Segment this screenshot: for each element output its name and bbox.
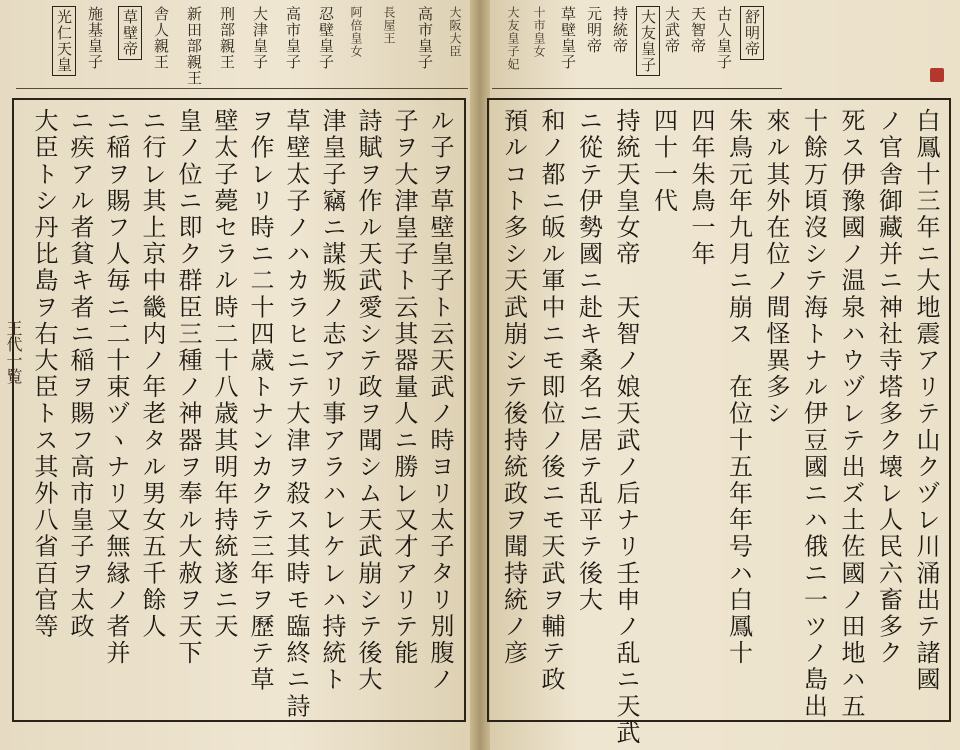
- right-genealogy-name: 舒明帝: [740, 6, 764, 60]
- left-text-column: 子ヲ大津皇子ト云其器量人ニ勝レ又才アリテ能: [390, 108, 418, 667]
- red-seal-stamp: [930, 68, 944, 82]
- left-text-column: 草壁太子ノハカラヒニテ大津ヲ殺ス其時モ臨終ニ詩: [282, 108, 310, 720]
- right-text-column: ノ官舎御藏并ニ神社寺塔多ク壊レ人民六畜多ク: [874, 108, 903, 667]
- left-genealogy-name: 阿倍皇女: [349, 6, 363, 58]
- right-text-column: 預ルコト多シ天武崩シテ後持統政ヲ聞持統ノ彦: [499, 108, 528, 667]
- left-text-column: 皇ノ位ニ即ク群臣三種ノ神器ヲ奉ル大赦ヲ天下: [174, 108, 202, 667]
- right-text-column: 來ル其外在位ノ間怪異多シ: [762, 108, 790, 428]
- right-genealogy-name: 大友皇子妃: [506, 6, 520, 71]
- right-text-column: 十餘万頃沒シテ海トナル伊豆國ニハ俄ニ一ツノ島出: [799, 108, 828, 720]
- left-text-column: 大臣トシ丹比島ヲ右大臣トス其外八省百官等: [30, 108, 58, 640]
- right-text-column: 四年朱鳥一年: [687, 108, 715, 268]
- left-text-column: 津皇子竊ニ謀叛ノ志アリ事アラハレケレハ持統ト: [318, 108, 346, 694]
- left-text-column: 詩賦ヲ作ル天武愛シテ政ヲ聞シム天武崩シテ後大: [354, 108, 382, 694]
- left-text-column: 壁太子薨セラル時二十八歳其明年持統遂ニ天: [210, 108, 238, 640]
- right-text-column: 四十一代: [649, 108, 678, 215]
- right-genealogy-name: 大武帝: [663, 6, 681, 54]
- left-text-column: ル子ヲ草壁皇子ト云天武ノ時ヨリ太子タリ別腹ノ: [426, 108, 454, 694]
- right-genealogy-name: 天智帝: [689, 6, 707, 54]
- left-genealogy-name: 光仁天皇: [52, 6, 76, 76]
- left-genealogy-name: 高市皇子: [416, 6, 434, 70]
- right-genealogy-name: 古人皇子: [715, 6, 733, 70]
- left-genealogy-chart: [16, 4, 468, 89]
- left-genealogy-name: 刑部親王: [218, 6, 236, 70]
- right-text-column: ニ從テ伊勢國ニ赴キ桑名ニ居テ乱平テ後大: [574, 108, 603, 614]
- left-text-column: ニ疾アル者貧キ者ニ稲ヲ賜フ高市皇子ヲ太政: [66, 108, 94, 640]
- right-genealogy-name: 元明帝: [585, 6, 603, 54]
- left-genealogy-name: 施基皇子: [86, 6, 104, 70]
- right-text-column: 和ノ都ニ皈ル軍中ニモ即位ノ後ニモ天武ヲ輔テ政: [537, 108, 565, 694]
- left-genealogy-name: 舎人親王: [152, 6, 170, 70]
- right-genealogy-name: 大友皇子: [636, 6, 660, 76]
- left-text-column: ニ行レ其上京中畿内ノ年老タル男女五千餘人: [138, 108, 166, 640]
- page-edge-title: 王代一覧: [4, 320, 23, 384]
- left-genealogy-name: 大津皇子: [251, 6, 269, 70]
- right-text-column: 朱鳥元年九月ニ崩ス 在位十五年年号ハ白鳳十: [724, 108, 753, 667]
- left-genealogy-name: 大阪大臣: [448, 6, 462, 58]
- right-text-column: 持統天皇女帝 天智ノ娘天武ノ后ナリ壬申ノ乱ニ天武: [612, 108, 640, 747]
- left-genealogy-name: 高市皇子: [284, 6, 302, 70]
- left-genealogy-name: 草壁帝: [118, 6, 142, 60]
- right-text-column: 死ス伊豫國ノ温泉ハウヅレテ出ズ土佐國ノ田地ハ五: [837, 108, 865, 720]
- right-text-column: 白鳳十三年ニ大地震アリテ山クヅレ川涌出テ諸國: [912, 108, 940, 694]
- left-genealogy-name: 忍壁皇子: [317, 6, 335, 70]
- left-text-column: ヲ作レリ時ニ二十四歳トナンカクテ三年ヲ歷テ草: [246, 108, 274, 694]
- left-genealogy-name: 新田部親王: [185, 6, 203, 86]
- left-text-column: ニ稲ヲ賜フ人毎ニ二十束ヅヽナリ又無縁ノ者并: [102, 108, 130, 667]
- right-genealogy-name: 十市皇女: [532, 6, 546, 58]
- right-genealogy-name: 草壁皇子: [559, 6, 577, 70]
- left-genealogy-name: 長屋王: [382, 6, 396, 45]
- right-genealogy-name: 持統帝: [611, 6, 629, 54]
